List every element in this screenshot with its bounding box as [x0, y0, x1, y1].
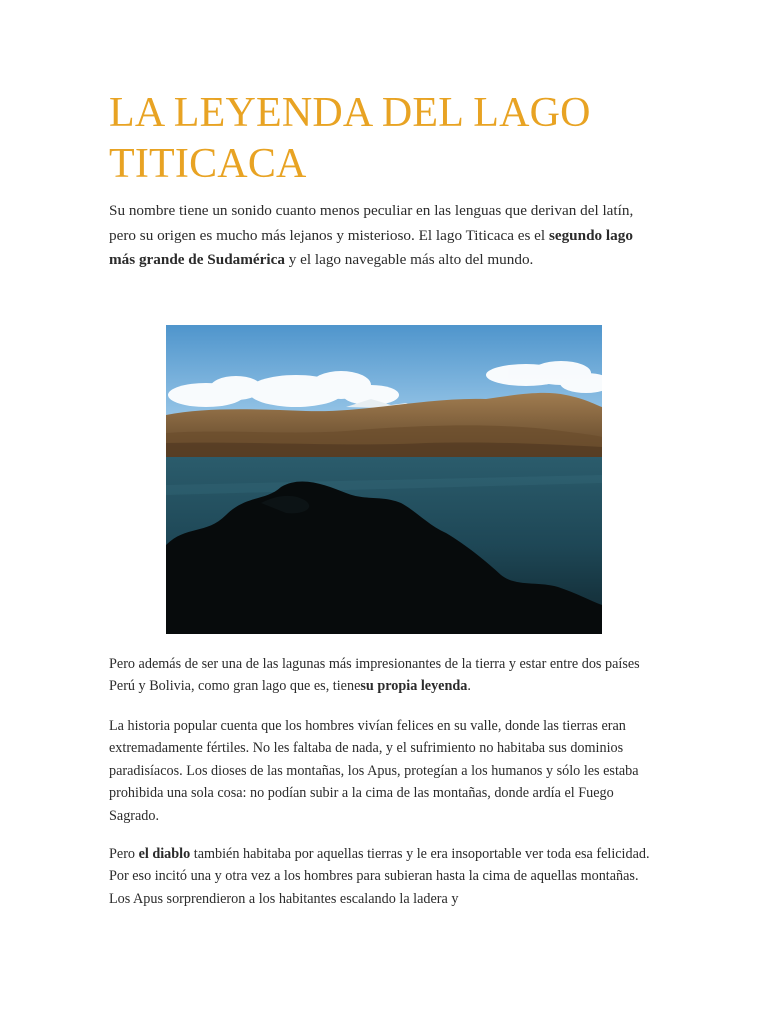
lake-landscape-image: [166, 325, 602, 634]
paragraph-2: [109, 653, 661, 698]
paragraph-4-bold-text: el diablo: [138, 846, 191, 862]
lake-titicaca-photo: [166, 325, 602, 634]
paragraph-4-text-1: Pero: [109, 846, 139, 862]
page-title: LA LEYENDA DEL LAGO TITICACA: [109, 90, 591, 187]
paragraph-2-bold-text: su propia leyenda: [360, 678, 468, 695]
paragraph-2-text-1: Pero además de ser una de las lagunas más impresionantes de la tierra y estar entre dos países Perú y Bolivia, como gran lago que es, tiene: [109, 656, 640, 695]
intro-text-2: y el lago navegable más alto del mundo.: [284, 251, 534, 268]
paragraph-3: La historia popular cuenta que los hombres vivían felices en su valle, donde las tierras eran extremadamente fértiles. No les faltaba de nada, y el sufrimiento no habitaba sus dominios paradisíacos. Los dioses de las montañas, los Apus, protegían a los humanos y sólo les estaba prohibida una sola cosa: no podían subir a la cima de las montañas, donde ardía el Fuego Sagrado.: [109, 718, 639, 824]
paragraph-4-text-2: también habitaba por aquellas tierras y le era insoportable ver toda esa felicidad. Por eso incitó una y otra vez a los hombres para subieran hasta la cima de aquellas montañas. Los Apus sorprendieron a los habitantes escalando la ladera y: [109, 846, 650, 907]
paragraph-4: [109, 843, 661, 910]
intro-text-1: Su nombre tiene un sonido cuanto menos peculiar en las lenguas que derivan del latín, pero su origen es mucho más lejanos y misterioso. El lago Titicaca es el: [109, 202, 634, 244]
intro-bold-text: segundo lago más grande de Sudamérica: [109, 226, 633, 268]
intro-paragraph: [109, 199, 661, 273]
paragraph-2-text-2: .: [467, 678, 471, 695]
